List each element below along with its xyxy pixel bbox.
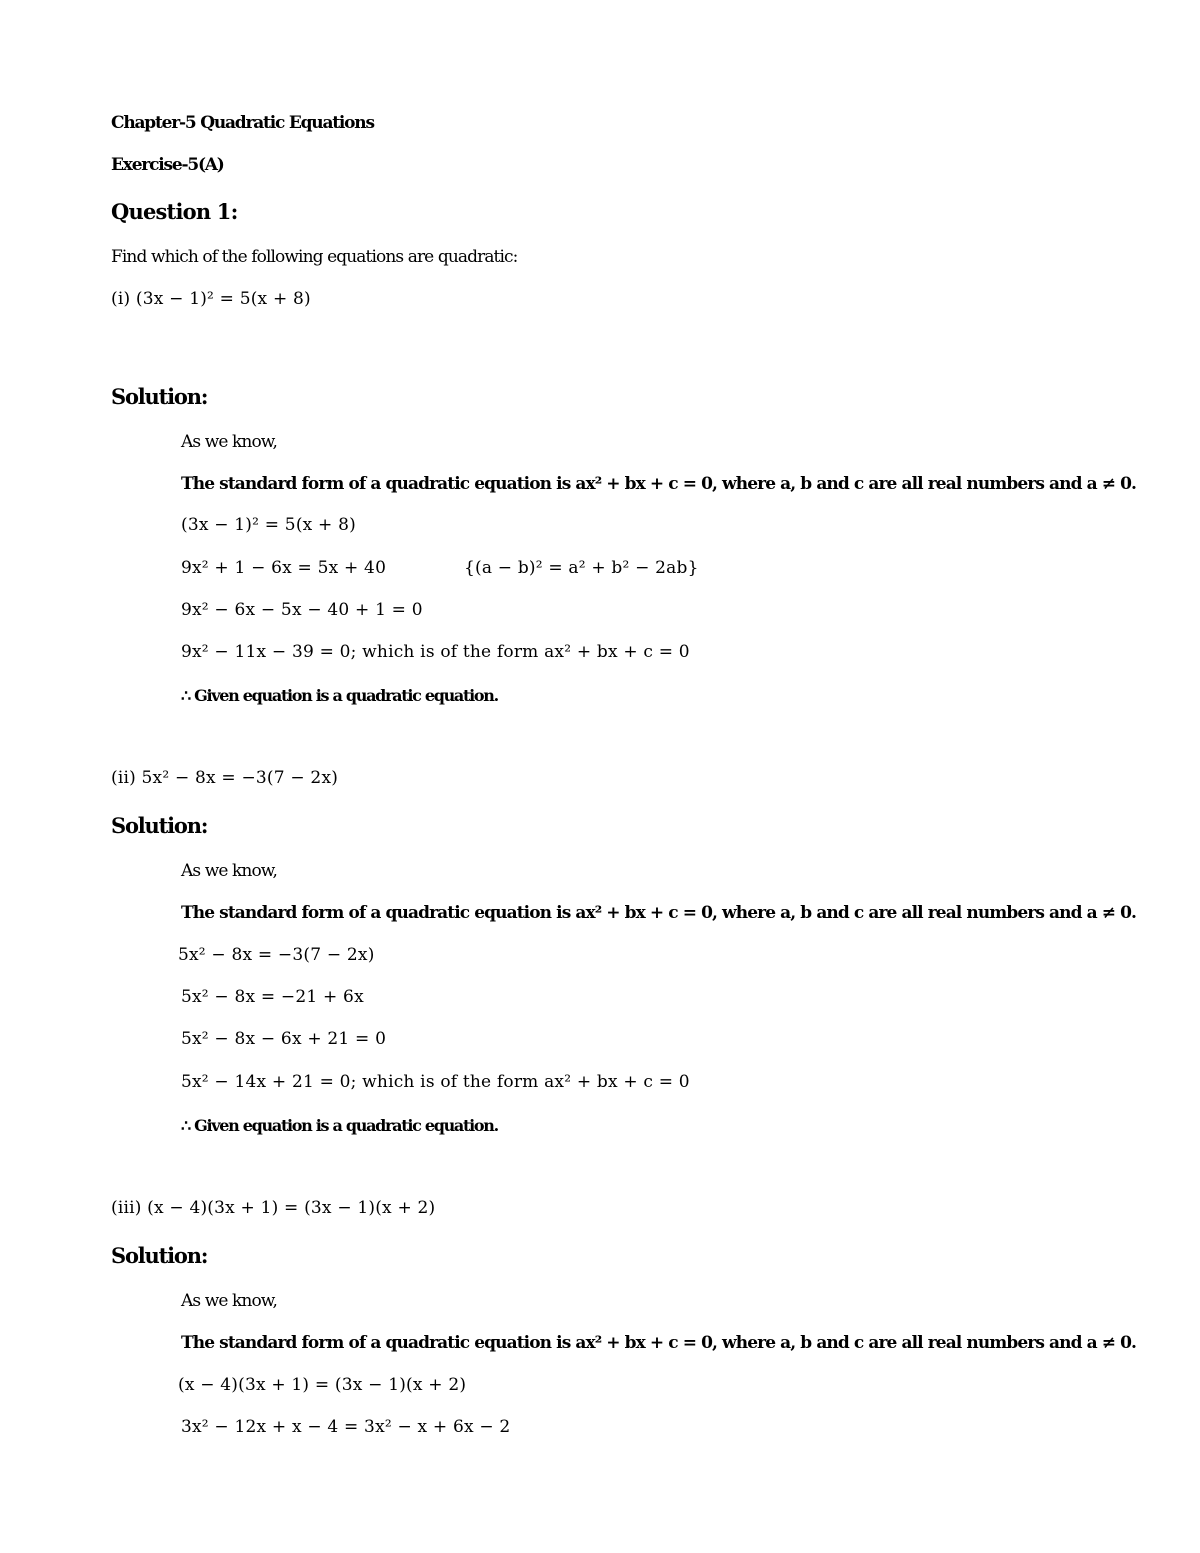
solution-step: 5x² − 8x − 6x + 21 = 0 xyxy=(181,1029,387,1049)
solution-heading: Solution: xyxy=(111,813,208,838)
solution-step: 9x² + 1 − 6x = 5x + 40 xyxy=(181,558,387,578)
solution-intro: As we know, xyxy=(181,861,277,881)
standard-form-statement: The standard form of a quadratic equation is ax² + bx + c = 0, where a, b and c are all real numbers and a ≠ 0. xyxy=(181,1333,1137,1353)
solution-step: 9x² − 6x − 5x − 40 + 1 = 0 xyxy=(181,600,423,620)
standard-form-statement: The standard form of a quadratic equation is ax² + bx + c = 0, where a, b and c are all real numbers and a ≠ 0. xyxy=(181,903,1137,923)
exercise-title: Exercise-5(A) xyxy=(111,155,224,175)
standard-form-statement: The standard form of a quadratic equation is ax² + bx + c = 0, where a, b and c are all real numbers and a ≠ 0. xyxy=(181,474,1137,494)
conclusion: ∴ Given equation is a quadratic equation. xyxy=(181,686,498,705)
solution-step: 9x² − 11x − 39 = 0; which is of the form ax² + bx + c = 0 xyxy=(181,642,690,662)
solution-step: 3x² − 12x + x − 4 = 3x² − x + 6x − 2 xyxy=(181,1417,511,1437)
solution-step: 5x² − 8x = −3(7 − 2x) xyxy=(178,945,375,965)
solution-step: (3x − 1)² = 5(x + 8) xyxy=(181,515,356,535)
question-prompt: Find which of the following equations are quadratic: xyxy=(111,247,518,267)
solution-step: (x − 4)(3x + 1) = (3x − 1)(x + 2) xyxy=(178,1375,467,1395)
solution-heading: Solution: xyxy=(111,384,208,409)
solution-heading: Solution: xyxy=(111,1243,208,1268)
part-label: (i) (3x − 1)² = 5(x + 8) xyxy=(111,289,311,309)
part-label: (ii) 5x² − 8x = −3(7 − 2x) xyxy=(111,768,339,788)
conclusion: ∴ Given equation is a quadratic equation. xyxy=(181,1116,498,1135)
part-label: (iii) (x − 4)(3x + 1) = (3x − 1)(x + 2) xyxy=(111,1198,436,1218)
solution-step: 5x² − 14x + 21 = 0; which is of the form ax² + bx + c = 0 xyxy=(181,1072,690,1092)
solution-intro: As we know, xyxy=(181,432,277,452)
question-heading: Question 1: xyxy=(111,199,238,224)
solution-step: 5x² − 8x = −21 + 6x xyxy=(181,987,364,1007)
chapter-title: Chapter-5 Quadratic Equations xyxy=(111,113,374,133)
identity-note: {(a − b)² = a² + b² − 2ab} xyxy=(464,558,699,578)
solution-intro: As we know, xyxy=(181,1291,277,1311)
